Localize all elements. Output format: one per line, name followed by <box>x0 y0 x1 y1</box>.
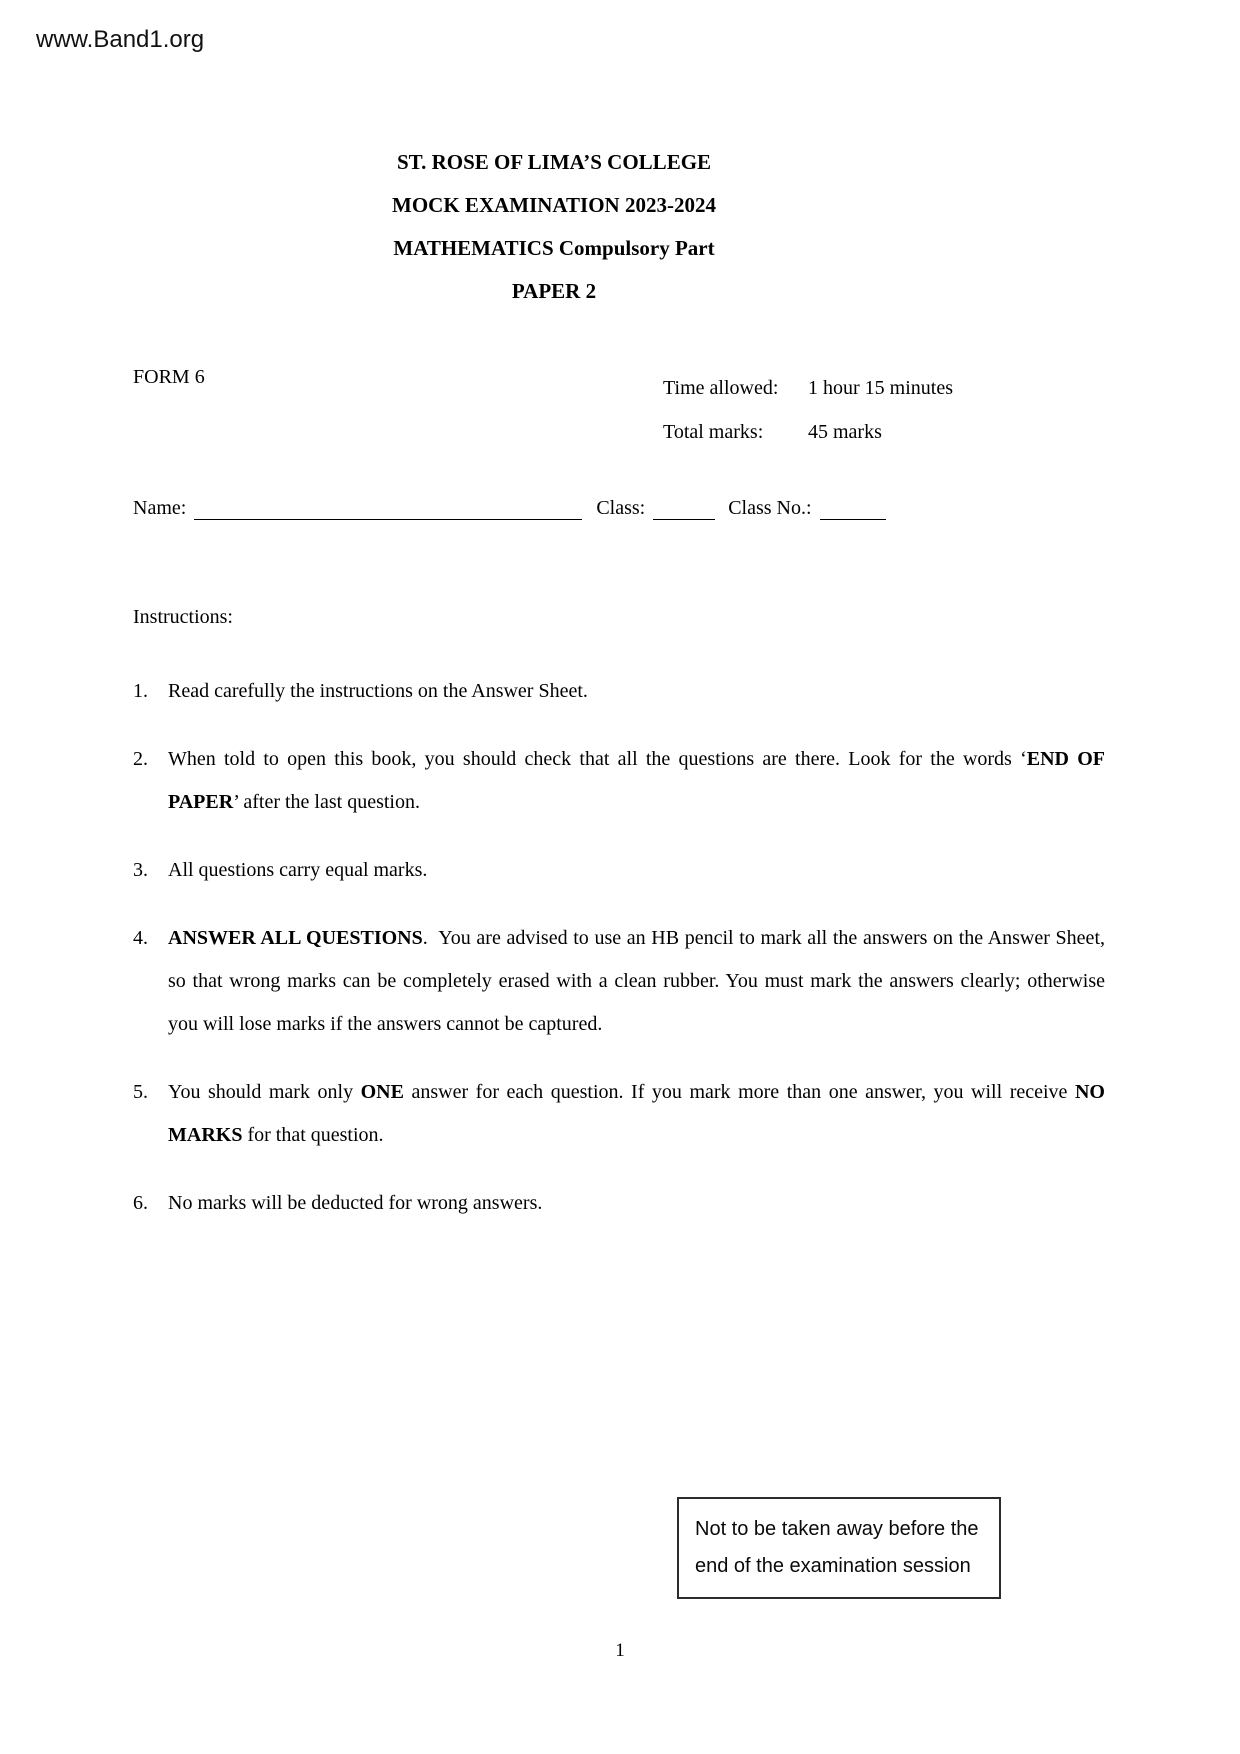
instruction-number: 3. <box>133 859 148 881</box>
instruction-item <box>133 738 1105 824</box>
instruction-text: Read carefully the instructions on the Answer Sheet. <box>168 680 588 702</box>
class-no-blank-line <box>820 515 886 520</box>
page-number: 1 <box>615 1640 625 1661</box>
instruction-number: 4. <box>133 927 148 949</box>
class-no-label: Class No.: <box>728 497 812 519</box>
notice-line-1: Not to be taken away before the <box>695 1518 979 1540</box>
student-info-row <box>133 497 923 520</box>
instructions-list <box>133 670 1105 1250</box>
instructions-heading: Instructions: <box>133 606 233 628</box>
instruction-number: 5. <box>133 1081 148 1103</box>
title-line-paper: PAPER 2 <box>511 279 597 303</box>
instruction-item <box>133 1182 1105 1225</box>
instruction-number: 2. <box>133 748 148 770</box>
class-blank-line <box>653 515 715 520</box>
notice-line-2: end of the examination session <box>695 1555 971 1577</box>
instruction-text: You should mark only ONE answer for each question. If you mark more than one answer, you will receive NO MARKS for that question. <box>168 1081 1105 1146</box>
title-line-subject: MATHEMATICS Compulsory Part <box>393 236 715 260</box>
instruction-item <box>133 1071 1105 1157</box>
exam-meta <box>663 366 953 454</box>
instruction-text: All questions carry equal marks. <box>168 859 428 881</box>
instruction-number: 6. <box>133 1192 148 1214</box>
name-blank-line <box>194 515 582 520</box>
instruction-text: When told to open this book, you should check that all the questions are there. Look for the words ‘END OF PAPER’ after the last question. <box>168 748 1105 813</box>
instruction-item <box>133 917 1105 1046</box>
total-marks-label: Total marks: <box>663 421 764 443</box>
name-label: Name: <box>133 497 187 519</box>
watermark-url: www.Band1.org <box>36 26 205 53</box>
title-line-exam: MOCK EXAMINATION 2023-2024 <box>392 193 716 217</box>
total-marks-value: 45 marks <box>808 421 882 443</box>
class-label: Class: <box>596 497 646 519</box>
time-allowed-value: 1 hour 15 minutes <box>808 377 953 399</box>
time-allowed-label: Time allowed: <box>663 377 779 399</box>
notice-box <box>677 1497 1001 1599</box>
form-label: FORM 6 <box>133 366 205 388</box>
instruction-text: ANSWER ALL QUESTIONS. You are advised to use an HB pencil to mark all the answers on the Answer Sheet, so that wrong marks can be completely erased with a clean rubber. You must mark the answers clearly; otherwise you will lose marks if the answers cannot be captured. <box>168 927 1105 1035</box>
instruction-item <box>133 849 1105 892</box>
instruction-text: No marks will be deducted for wrong answers. <box>168 1192 543 1214</box>
title-block <box>133 141 975 313</box>
instruction-number: 1. <box>133 680 148 702</box>
instruction-item <box>133 670 1105 713</box>
title-line-school: ST. ROSE OF LIMA’S COLLEGE <box>396 150 712 174</box>
